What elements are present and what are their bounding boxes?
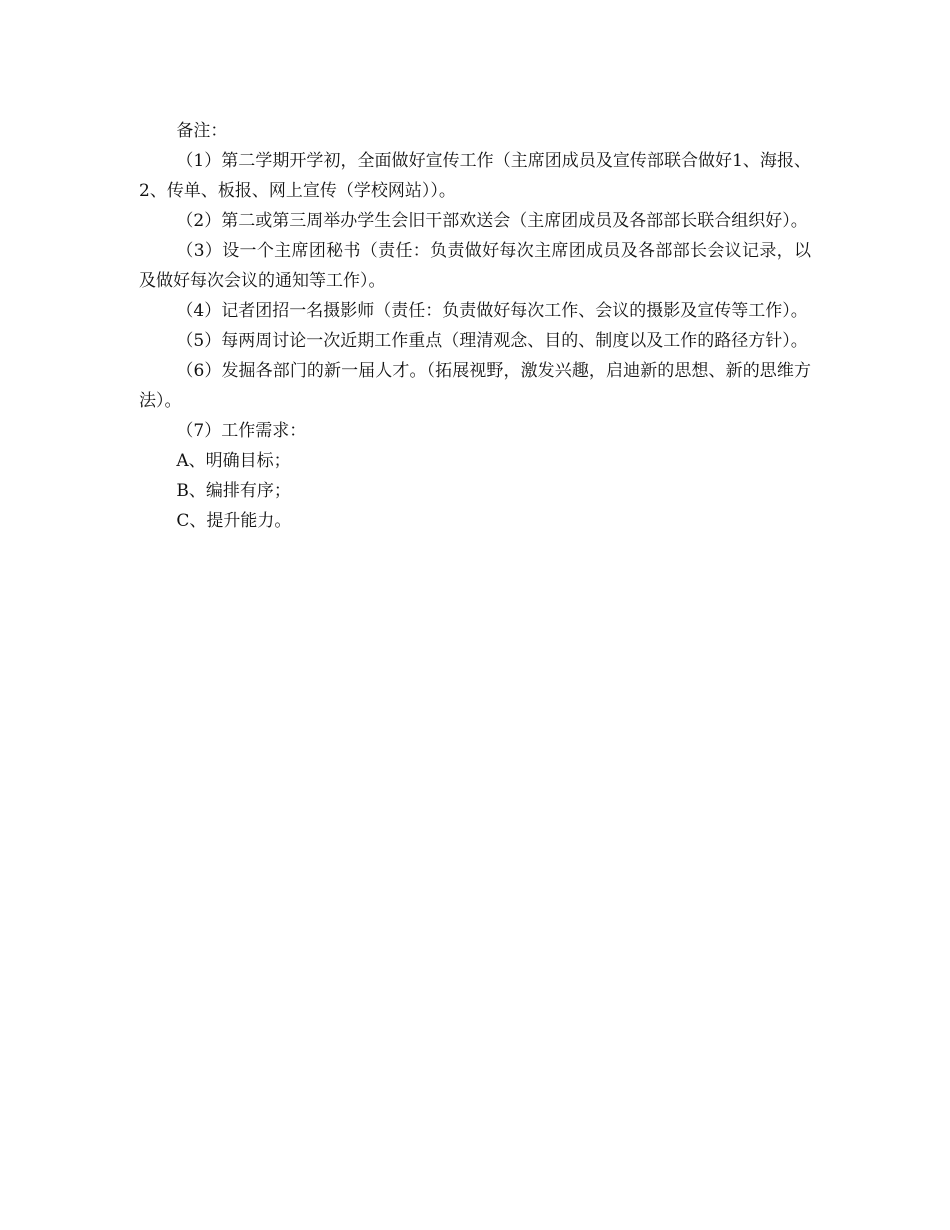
note-item-6: （6）发掘各部门的新一届人才。（拓展视野，激发兴趣，启迪新的思想、新的思维方法）。 bbox=[139, 361, 811, 411]
notes-heading: 备注： bbox=[176, 121, 228, 141]
note-item-2: （2）第二或第三周举办学生会旧干部欢送会（主席团成员及各部部长联合组织好）。 bbox=[176, 211, 808, 231]
note-item-4: （4）记者团招一名摄影师（责任：负责做好每次工作、会议的摄影及宣传等工作）。 bbox=[176, 301, 808, 321]
note-item-7: （7）工作需求： bbox=[176, 421, 307, 441]
note-item-5: （5）每两周讨论一次近期工作重点（理清观念、目的、制度以及工作的路径方针）。 bbox=[176, 331, 808, 351]
document-body bbox=[139, 116, 811, 536]
requirement-item-a: A、明确目标； bbox=[176, 451, 291, 471]
note-item-3: （3）设一个主席团秘书（责任：负责做好每次主席团成员及各部部长会议记录，以及做好每次会议的通知等工作）。 bbox=[139, 241, 811, 291]
note-item-1: （1）第二学期开学初，全面做好宣传工作（主席团成员及宣传部联合做好1、海报、2、传单、板报、网上宣传（学校网站））。 bbox=[139, 151, 811, 201]
requirement-item-b: B、编排有序； bbox=[176, 481, 291, 501]
requirement-item-c: C、提升能力。 bbox=[176, 511, 292, 531]
